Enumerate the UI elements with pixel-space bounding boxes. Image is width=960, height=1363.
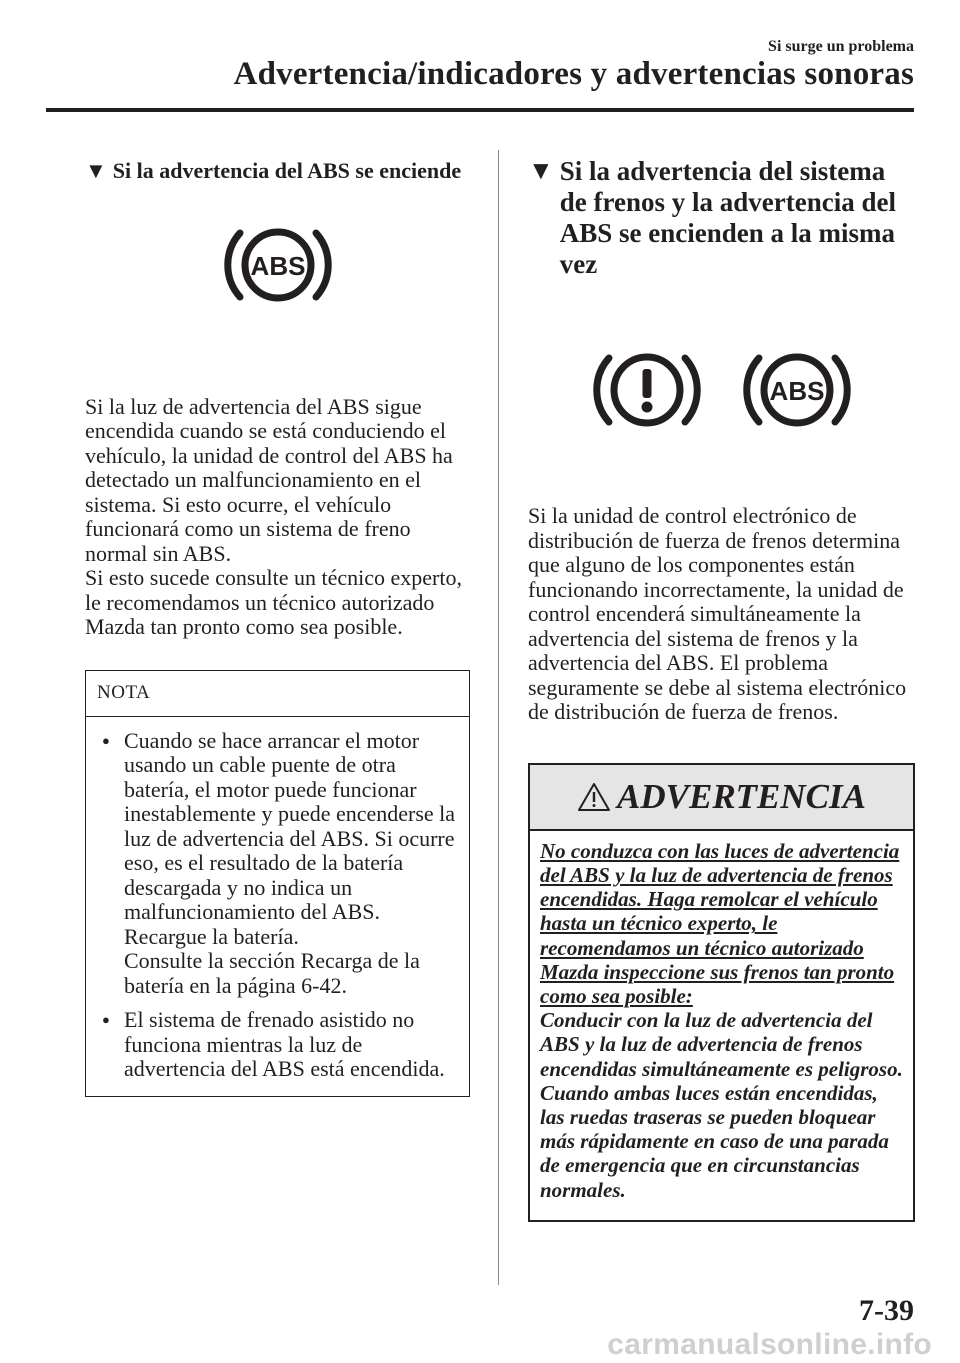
- left-icon-row: [85, 215, 470, 335]
- warning-triangle-icon: [577, 782, 611, 812]
- warning-plain-text: Conducir con la luz de advertencia del ABS y la luz de advertencia de frenos encendidas simultáneamente es peligroso. Cuando ambas luces están encendidas, las ruedas traseras se pueden bloquear más rápidamente en caso de una parada de emergencia que en circunstancias normales.: [540, 1008, 903, 1202]
- column-divider: [498, 150, 499, 1285]
- section-marker-icon: ▼: [528, 156, 554, 185]
- page-number: 7-39: [859, 1294, 914, 1327]
- header-rule: [46, 108, 914, 112]
- abs-warning-icon: [223, 215, 333, 315]
- right-column: [528, 150, 915, 1222]
- warning-header: [530, 765, 913, 831]
- section-marker-icon: ▼: [85, 158, 107, 183]
- abs-warning-icon: [742, 340, 852, 440]
- warning-underlined-text: No conduzca con las luces de advertencia del ABS y la luz de advertencia de frenos encendidas. Haga remolcar el vehículo hasta un técnico experto, le recomendamos un técnico autorizado Mazda inspeccione sus frenos tan pronto como sea posible:: [540, 838, 900, 1008]
- left-column: [85, 150, 470, 1097]
- page-title: Advertencia/indicadores y advertencias sonoras: [233, 56, 914, 92]
- watermark: carmanualsonline.info: [607, 1328, 932, 1361]
- left-heading: [85, 156, 470, 187]
- right-heading-text: Si la advertencia del sistema de frenos y la advertencia del ABS se encienden a la misma vez: [559, 156, 896, 280]
- nota-list: [86, 717, 469, 1096]
- brake-warning-icon: [592, 340, 702, 440]
- warning-body: [530, 831, 913, 1220]
- nota-title: NOTA: [86, 671, 469, 717]
- nota-item: [98, 1008, 457, 1082]
- bullet-icon: ●: [102, 732, 110, 748]
- left-body-text: Si la luz de advertencia del ABS sigue encendida cuando se está conduciendo el vehículo, la unidad de control del ABS ha detectado un malfuncionamiento en el sistema. Si esto ocurre, el vehículo funcionará como un sistema de freno normal sin ABS. Si esto sucede consulte un técnico experto, le recomendamos un técnico autorizado Mazda tan pronto como sea posible.: [85, 393, 462, 640]
- nota-item: [98, 729, 457, 999]
- section-label: Si surge un problema: [768, 38, 914, 55]
- right-body-text: Si la unidad de control electrónico de distribución de fuerza de frenos determina que alguno de los componentes están funcionando incorrectamente, la unidad de control encenderá simultáneamente la advertencia del sistema de frenos y la advertencia del ABS. El problema seguramente se debe al sistema electrónico de distribución de fuerza de frenos.: [528, 503, 907, 725]
- warning-title: ADVERTENCIA: [617, 776, 866, 816]
- right-icon-row: [528, 340, 915, 460]
- abs-icon-label: ABS: [769, 376, 824, 407]
- warning-box: [528, 763, 915, 1222]
- right-heading: [528, 156, 915, 280]
- nota-item-text: El sistema de frenado asistido no funciona mientras la luz de advertencia del ABS está encendida.: [124, 1007, 445, 1082]
- left-heading-text: Si la advertencia del ABS se enciende: [112, 158, 462, 183]
- nota-item-text: Cuando se hace arrancar el motor usando un cable puente de otra batería, el motor puede funcionar inestablemente y puede encenderse la luz de advertencia del ABS. Si ocurre eso, es el resultado de la batería descargada y no indica un malfuncionamiento del ABS. Recargue la batería. Consulte la sección Recarga de la batería en la página 6-42.: [124, 727, 456, 998]
- nota-box: [85, 670, 470, 1097]
- bullet-icon: ●: [102, 1012, 110, 1028]
- abs-icon-label: ABS: [250, 250, 305, 281]
